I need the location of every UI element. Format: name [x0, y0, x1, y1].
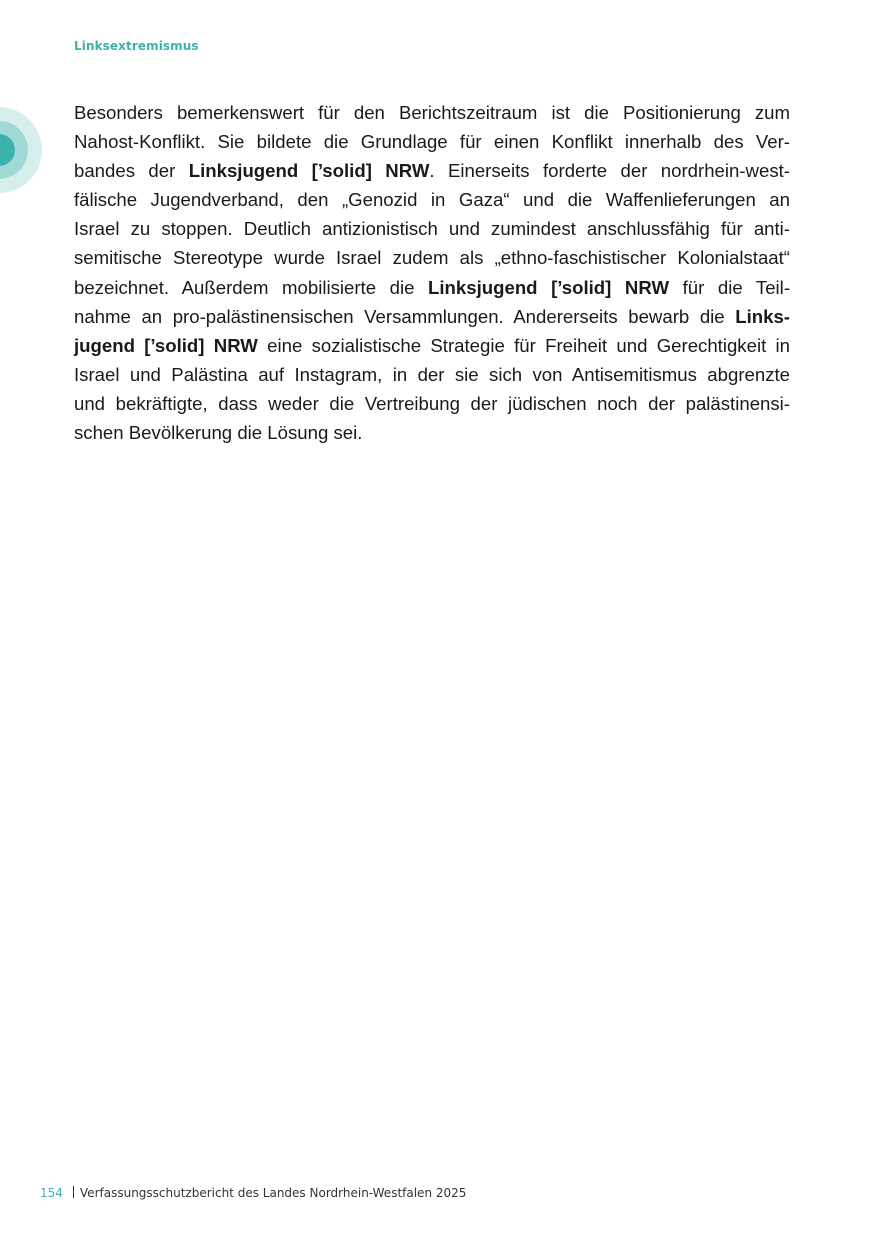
- running-header-section: Linksextremismus: [74, 39, 199, 53]
- text-run: eine sozialistische Strategie für Freiheit und Gerechtigkeit in: [257, 334, 790, 356]
- text-run: Israel zu stoppen. Deutlich antizionistisch und zumindest anschlussfähig für anti-: [74, 218, 790, 240]
- text-run: Besonders bemerkenswert für den Berichtszeitraum ist die Positionierung zum: [74, 102, 790, 123]
- body-paragraph: [74, 98, 790, 447]
- page-number: 154: [40, 1186, 63, 1200]
- paragraph-line: [74, 389, 790, 418]
- paragraph-line: [74, 331, 790, 360]
- text-run: Nahost-Konflikt. Sie bildete die Grundlage für einen Konflikt innerhalb des Ver-: [74, 131, 790, 153]
- text-run: schen Bevölkerung die Lösung sei.: [74, 422, 363, 444]
- footer-divider: [73, 1186, 74, 1198]
- paragraph-line: [74, 418, 790, 447]
- paragraph-line: [74, 127, 790, 156]
- paragraph-line: [74, 360, 790, 389]
- paragraph-line: [74, 243, 790, 272]
- text-run: fälische Jugendverband, den „Genozid in Gaza“ und die Waffenlieferungen an: [74, 189, 790, 211]
- text-run: semitische Stereotype wurde Israel zudem als „ethno-faschistischer Kolonialstaat“: [74, 247, 790, 269]
- publication-title: Verfassungsschutzbericht des Landes Nordrhein-Westfalen 2025: [79, 1186, 467, 1200]
- text-run: für die Teil-: [669, 276, 791, 298]
- text-run: bandes der: [74, 160, 189, 182]
- paragraph-line: [74, 273, 790, 302]
- paragraph-line: [74, 156, 790, 185]
- organization-name-bold: Linksjugend [’solid] NRW: [428, 276, 670, 298]
- text-run: bezeichnet. Außerdem mobilisierte die: [74, 276, 429, 298]
- text-run: und bekräftigte, dass weder die Vertreibung der jüdischen noch der palästinensi-: [74, 392, 790, 414]
- page-footer: [40, 1186, 466, 1200]
- text-run: . Einerseits forderte der nordrhein-west-: [429, 160, 790, 182]
- paragraph-line: [74, 302, 790, 331]
- organization-name-bold: Linksjugend [’solid] NRW: [188, 160, 430, 182]
- paragraph-line: [74, 214, 790, 243]
- text-run: Israel und Palästina auf Instagram, in der sie sich von Antisemitismus abgrenzte: [74, 363, 790, 385]
- paragraph-line: [74, 98, 790, 127]
- organization-name-bold: Links-: [735, 305, 790, 327]
- text-run: nahme an pro-palästinensischen Versammlungen. Andererseits bewarb die: [74, 305, 736, 327]
- organization-name-bold: jugend [’solid] NRW: [74, 334, 258, 356]
- paragraph-line: [74, 185, 790, 214]
- concentric-circles-decoration: [0, 107, 42, 193]
